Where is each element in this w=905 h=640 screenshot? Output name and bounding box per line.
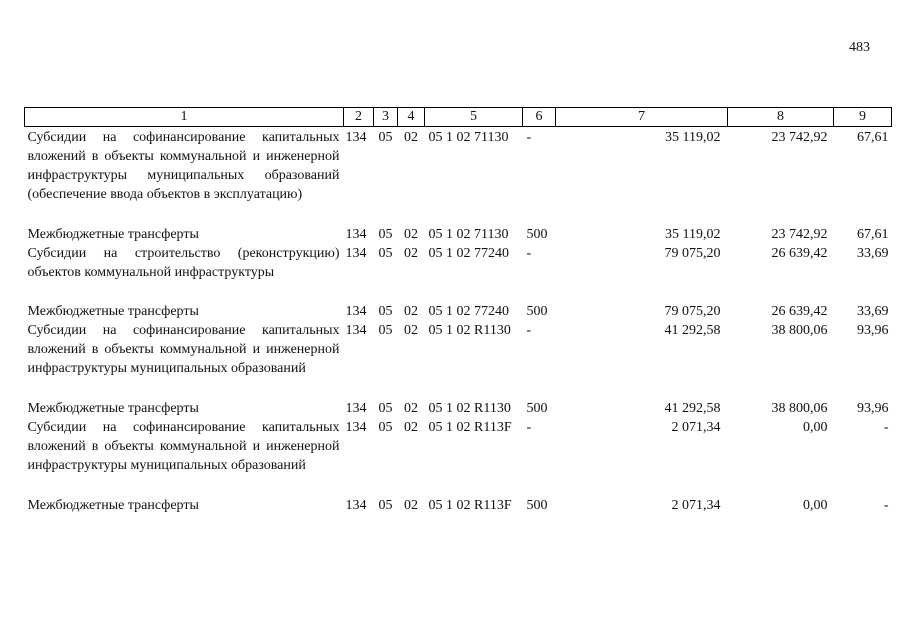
row-plan: 2 071,34 — [671, 420, 721, 435]
row-grbs: 134 — [345, 130, 367, 145]
row-plan: 79 075,20 — [664, 304, 721, 319]
row-csr: 05 1 02 77240 — [428, 246, 509, 261]
row-rz: 05 — [378, 498, 393, 513]
table-row — [25, 302, 892, 321]
row-fact: 38 800,06 — [771, 401, 828, 416]
row-grbs: 134 — [345, 420, 367, 435]
row-pr: 02 — [404, 246, 418, 261]
table-row — [25, 399, 892, 418]
row-vr: - — [526, 323, 532, 338]
header-col-9: 9 — [834, 108, 892, 127]
table-row — [25, 127, 892, 205]
row-pr: 02 — [404, 498, 418, 513]
row-vr: - — [526, 130, 532, 145]
row-fact: 23 742,92 — [771, 130, 828, 145]
row-rz: 05 — [378, 130, 393, 145]
table-row — [25, 244, 892, 282]
row-percent: 33,69 — [857, 246, 889, 261]
row-vr: 500 — [526, 227, 548, 242]
row-rz: 05 — [378, 323, 393, 338]
row-vr: - — [526, 420, 532, 435]
row-percent: 93,96 — [857, 323, 889, 338]
row-rz: 05 — [378, 227, 393, 242]
header-col-2: 2 — [344, 108, 374, 127]
row-csr: 05 1 02 R113F — [428, 498, 512, 513]
row-plan: 41 292,58 — [664, 401, 721, 416]
row-pr: 02 — [404, 420, 418, 435]
header-col-5: 5 — [425, 108, 523, 127]
page-number: 483 — [849, 40, 870, 55]
row-plan: 79 075,20 — [664, 246, 721, 261]
row-name: Межбюджетные трансферты — [27, 227, 199, 242]
row-pr: 02 — [404, 130, 418, 145]
row-grbs: 134 — [345, 246, 367, 261]
row-rz: 05 — [378, 246, 393, 261]
row-plan: 35 119,02 — [665, 130, 721, 145]
row-name: Субсидии на софинансирование капитальных вложений в объекты коммунальной и инженерной инфраструктуры муниципальных образований — [27, 420, 340, 473]
table-row — [25, 321, 892, 378]
row-vr: - — [526, 246, 532, 261]
row-grbs: 134 — [345, 323, 367, 338]
header-col-8: 8 — [728, 108, 834, 127]
row-percent: 93,96 — [857, 401, 889, 416]
budget-table — [24, 107, 892, 515]
row-plan: 35 119,02 — [665, 227, 721, 242]
row-csr: 05 1 02 R113F — [428, 420, 512, 435]
row-csr: 05 1 02 71130 — [428, 130, 509, 145]
row-grbs: 134 — [345, 498, 367, 513]
row-rz: 05 — [378, 401, 393, 416]
row-name: Субсидии на строительство (реконструкцию) объектов коммунальной инфраструктуры — [27, 246, 340, 280]
header-col-4: 4 — [398, 108, 425, 127]
row-percent: 33,69 — [857, 304, 889, 319]
header-col-7: 7 — [556, 108, 728, 127]
row-name: Субсидии на софинансирование капитальных вложений в объекты коммунальной и инженерной инфраструктуры муниципальных образований — [27, 323, 340, 376]
header-col-3: 3 — [374, 108, 398, 127]
row-csr: 05 1 02 77240 — [428, 304, 509, 319]
row-vr: 500 — [526, 401, 548, 416]
row-grbs: 134 — [345, 401, 367, 416]
row-fact: 0,00 — [803, 498, 828, 513]
row-csr: 05 1 02 71130 — [428, 227, 509, 242]
row-plan: 41 292,58 — [664, 323, 721, 338]
row-name: Межбюджетные трансферты — [27, 304, 199, 319]
row-csr: 05 1 02 R1130 — [428, 323, 511, 338]
header-col-6: 6 — [523, 108, 556, 127]
row-name: Межбюджетные трансферты — [27, 498, 199, 513]
row-name: Субсидии на софинансирование капитальных вложений в объекты коммунальной и инженерной инфраструктуры муниципальных образований (обеспечение ввода объектов в эксплуатацию) — [27, 130, 340, 202]
header-col-1: 1 — [25, 108, 344, 127]
row-rz: 05 — [378, 420, 393, 435]
row-fact: 26 639,42 — [771, 246, 828, 261]
table-row — [25, 225, 892, 244]
row-vr: 500 — [526, 304, 548, 319]
row-fact: 23 742,92 — [771, 227, 828, 242]
table-row — [25, 496, 892, 515]
row-vr: 500 — [526, 498, 548, 513]
row-rz: 05 — [378, 304, 393, 319]
row-pr: 02 — [404, 227, 418, 242]
row-fact: 38 800,06 — [771, 323, 828, 338]
row-grbs: 134 — [345, 227, 367, 242]
table-header-row — [25, 108, 892, 127]
row-fact: 0,00 — [803, 420, 828, 435]
row-plan: 2 071,34 — [671, 498, 721, 513]
row-pr: 02 — [404, 401, 418, 416]
row-pr: 02 — [404, 323, 418, 338]
row-name: Межбюджетные трансферты — [27, 401, 199, 416]
row-percent: - — [883, 420, 889, 435]
row-fact: 26 639,42 — [771, 304, 828, 319]
row-pr: 02 — [404, 304, 418, 319]
row-percent: 67,61 — [857, 227, 889, 242]
row-percent: - — [883, 498, 889, 513]
row-percent: 67,61 — [857, 130, 889, 145]
row-grbs: 134 — [345, 304, 367, 319]
row-csr: 05 1 02 R1130 — [428, 401, 511, 416]
table-row — [25, 418, 892, 475]
